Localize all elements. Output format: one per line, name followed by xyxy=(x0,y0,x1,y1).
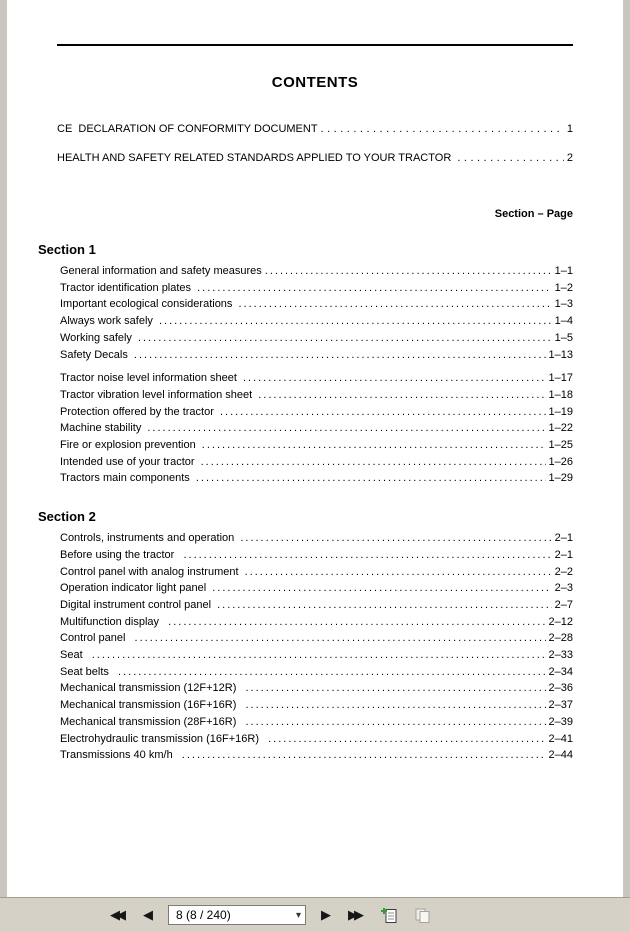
dot-leader xyxy=(118,664,545,681)
toc-entry xyxy=(60,731,573,748)
section-heading: Section 1 xyxy=(38,242,96,257)
toc-entry-page: 1–3 xyxy=(554,298,573,311)
dot-leader xyxy=(258,387,545,404)
toc-entry-page: 2–33 xyxy=(548,649,573,662)
toc-entry-label: Important ecological considerations xyxy=(60,298,236,311)
double-right-arrow-icon: ▶▶ xyxy=(348,907,360,923)
toc-entry xyxy=(60,437,573,454)
toc-entry-page: 2–12 xyxy=(548,615,573,628)
toc-entry xyxy=(60,597,573,614)
header-rule xyxy=(57,44,573,46)
toc-entry xyxy=(60,547,573,564)
toc-entry-label: Working safely xyxy=(60,331,135,344)
toc-entry-label: Control panel with analog instrument xyxy=(60,565,242,578)
dot-leader xyxy=(246,680,546,697)
toc-entry-label: Tractor identification plates xyxy=(60,281,195,294)
toc-entry-page: 1–5 xyxy=(554,331,573,344)
first-page-button[interactable] xyxy=(108,907,128,924)
dot-leader xyxy=(182,747,546,764)
left-arrow-icon: ◀ xyxy=(143,907,153,923)
toc-entry xyxy=(60,330,573,347)
toc-entry xyxy=(60,370,573,387)
toc-entry-label: Mechanical transmission (28F+16R) xyxy=(60,715,243,728)
dot-leader xyxy=(457,150,564,166)
toc-entry-page: 1–29 xyxy=(548,472,573,485)
toc-entry-label: Before using the tractor xyxy=(60,548,181,561)
toc-entry-page: 2–37 xyxy=(548,699,573,712)
dot-leader xyxy=(183,547,551,564)
toc-entry-page: 1–1 xyxy=(554,265,573,277)
sections xyxy=(38,242,573,764)
dot-leader xyxy=(92,647,546,664)
toc-entry-label: Protection offered by the tractor xyxy=(60,405,217,418)
toc-entry xyxy=(60,647,573,664)
last-page-button[interactable] xyxy=(346,907,366,924)
dot-leader xyxy=(147,420,545,437)
toc-entry-label: Tractors main components xyxy=(60,472,193,485)
toc-entry-page: 1–26 xyxy=(548,455,573,468)
dot-leader xyxy=(159,313,552,330)
toc-entry-page: 1–2 xyxy=(554,281,573,294)
dot-leader xyxy=(168,614,545,631)
column-header-page: – Page xyxy=(534,208,573,220)
toc-entry-page: 1 xyxy=(566,123,573,135)
toc-entry-page: 1–18 xyxy=(548,388,573,401)
next-page-button[interactable] xyxy=(319,907,333,924)
toc-entry-label: Tractor noise level information sheet xyxy=(60,372,240,385)
toc-entry xyxy=(60,747,573,764)
dot-leader xyxy=(265,263,552,280)
toc-entry-page: 2–41 xyxy=(548,732,573,745)
toc-entry-label: Transmissions 40 km/h xyxy=(60,749,179,762)
dot-leader xyxy=(245,564,552,581)
toc-entry-page: 2–7 xyxy=(554,598,573,611)
toc-entry xyxy=(60,420,573,437)
column-header xyxy=(38,208,573,220)
toc-entry-page: 1–4 xyxy=(554,315,573,328)
dot-leader xyxy=(202,437,546,454)
toc-entry xyxy=(60,664,573,681)
dot-leader xyxy=(138,330,552,347)
previous-page-button[interactable] xyxy=(141,907,155,924)
toc-entry-label: Seat belts xyxy=(60,665,116,678)
toc-entry-label: CE DECLARATION OF CONFORMITY DOCUMENT xyxy=(57,123,318,135)
toc-entry-label: General information and safety measures xyxy=(60,265,262,277)
toc-entry xyxy=(60,454,573,471)
toc-entry-label: Control panel xyxy=(60,632,132,645)
toc-entry xyxy=(57,121,573,137)
dot-leader xyxy=(246,714,546,731)
dot-leader xyxy=(197,280,552,297)
dot-leader xyxy=(238,296,551,313)
toc-entry xyxy=(60,347,573,364)
toc-entry-page: 2–34 xyxy=(548,665,573,678)
toc-entry-page: 1–25 xyxy=(548,439,573,452)
toc-entry xyxy=(60,630,573,647)
toc-group xyxy=(38,263,573,363)
toc-entry-label: Mechanical transmission (16F+16R) xyxy=(60,699,243,712)
toc-entry xyxy=(60,697,573,714)
toc-entry-label: Seat xyxy=(60,649,89,662)
toc-group xyxy=(38,370,573,487)
toc-entry-label: Tractor vibration level information sheet xyxy=(60,388,256,401)
top-entries xyxy=(57,121,573,166)
toc-entry-page: 2–2 xyxy=(554,565,573,578)
dot-leader xyxy=(240,530,551,547)
toc-entry-page: 2–44 xyxy=(548,749,573,762)
toc-entry-label: Digital instrument control panel xyxy=(60,598,215,611)
toc-entry-page: 1–13 xyxy=(548,348,573,361)
toc-entry-page: 2–39 xyxy=(548,715,573,728)
page-dropdown-caret-icon[interactable]: ▾ xyxy=(295,909,301,921)
toc-entry-label: Electrohydraulic transmission (16F+16R) xyxy=(60,732,266,745)
add-page-icon[interactable] xyxy=(379,906,399,924)
toc-entry-page: 2–36 xyxy=(548,682,573,695)
toc-entry-page: 1–22 xyxy=(548,422,573,435)
toc-entry xyxy=(60,614,573,631)
toc-entry-label: Safety Decals xyxy=(60,348,131,361)
dot-leader xyxy=(212,580,551,597)
navigation-toolbar xyxy=(0,897,630,932)
copy-page-icon[interactable] xyxy=(412,906,432,924)
document-page xyxy=(7,0,623,897)
toc-entry xyxy=(60,280,573,297)
toc-entry xyxy=(60,564,573,581)
toc-entry-label: Controls, instruments and operation xyxy=(60,532,238,545)
toc-entry-page: 2–3 xyxy=(554,582,573,595)
toc-entry-label: Mechanical transmission (12F+12R) xyxy=(60,682,243,695)
dot-leader xyxy=(246,697,546,714)
column-header-section: Section xyxy=(494,208,535,220)
toc-entry-page: 2–28 xyxy=(548,632,573,645)
viewer-right-margin xyxy=(623,0,630,897)
toc-entry xyxy=(60,680,573,697)
toc-entry xyxy=(60,580,573,597)
toc-entry-page: 1–19 xyxy=(548,405,573,418)
dot-leader xyxy=(135,630,546,647)
toc-group xyxy=(38,530,573,764)
toc-entry xyxy=(60,404,573,421)
toc-entry xyxy=(57,150,573,166)
toc-entry xyxy=(60,714,573,731)
double-left-arrow-icon: ◀◀ xyxy=(110,907,122,923)
toc-entry-label: Intended use of your tractor xyxy=(60,455,198,468)
toc-entry-label: Fire or explosion prevention xyxy=(60,439,199,452)
toc-entry xyxy=(60,313,573,330)
toc-entry-page: 2 xyxy=(566,152,573,164)
dot-leader xyxy=(134,347,546,364)
toc-entry-label: Always work safely xyxy=(60,315,156,328)
contents-title: CONTENTS xyxy=(271,74,359,91)
dot-leader xyxy=(243,370,546,387)
dot-leader xyxy=(268,731,545,748)
section-heading: Section 2 xyxy=(38,509,96,525)
toc-entry xyxy=(60,530,573,547)
dot-leader xyxy=(196,470,546,487)
toc-entry xyxy=(60,387,573,404)
toc-entry-label: Multifunction display xyxy=(60,615,166,628)
toc-entry-page: 2–1 xyxy=(554,548,573,561)
add-page-icon-graphic xyxy=(380,907,399,924)
toc-entry-label: HEALTH AND SAFETY RELATED STANDARDS APPLIED TO YOUR TRACTOR xyxy=(57,152,455,164)
copy-page-icon-graphic xyxy=(413,907,432,924)
dot-leader xyxy=(217,597,552,614)
toc-entry-page: 1–17 xyxy=(548,372,573,385)
right-arrow-icon: ▶ xyxy=(321,907,331,923)
page-number-input[interactable] xyxy=(168,905,306,925)
toc-entry-page: 2–1 xyxy=(554,532,573,545)
toc-entry xyxy=(60,263,573,280)
viewer-left-margin xyxy=(0,0,7,897)
dot-leader xyxy=(321,121,564,137)
page-number-value: 8 (8 / 240) xyxy=(176,908,231,922)
dot-leader xyxy=(201,454,546,471)
toc-entry-label: Operation indicator light panel xyxy=(60,582,210,595)
toc-entry xyxy=(60,470,573,487)
toc-entry xyxy=(60,296,573,313)
toc-entry-label: Machine stability xyxy=(60,422,145,435)
dot-leader xyxy=(220,404,546,421)
